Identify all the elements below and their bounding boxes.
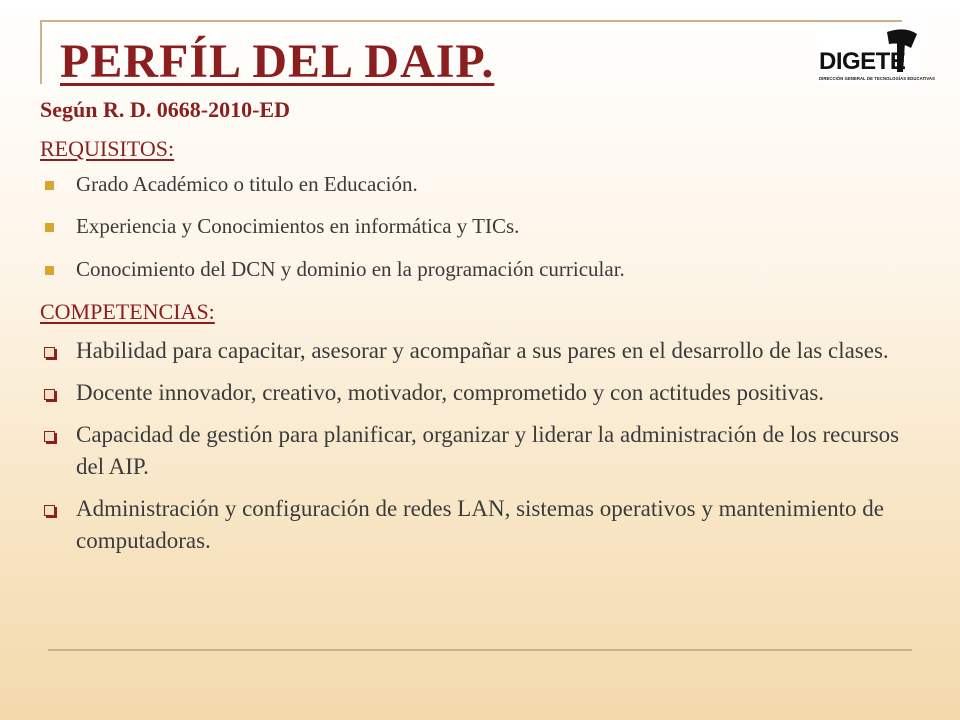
logo-wordmark: DIGETE <box>819 48 906 75</box>
requirements-heading: REQUISITOS: <box>40 135 175 161</box>
list-item-text: Capacidad de gestión para planificar, organizar y liderar la administración de los recursos del AIP. <box>76 421 900 479</box>
list-item-text: Habilidad para capacitar, asesorar y acompañar a sus pares en el desarrollo de las clases. <box>76 337 889 363</box>
list-item <box>40 171 930 198</box>
list-item-text: Conocimiento del DCN y dominio en la programación curricular. <box>76 256 625 281</box>
list-item-text: Grado Académico o titulo en Educación. <box>76 172 418 197</box>
list-item <box>40 256 930 283</box>
box-bullet-icon <box>44 389 55 400</box>
competencies-heading: COMPETENCIAS: <box>40 299 215 325</box>
list-item <box>40 493 930 557</box>
box-bullet-icon <box>44 431 55 442</box>
list-item-text: Experiencia y Conocimientos en informática y TICs. <box>76 214 520 239</box>
frame-left-line <box>40 20 42 84</box>
slide-content <box>40 96 930 567</box>
frame-top-line <box>40 20 902 22</box>
list-item <box>40 377 930 409</box>
resolution-reference: Según R. D. 0668-2010-ED <box>40 97 290 122</box>
list-item <box>40 419 930 483</box>
logo-subtitle: DIRECCIÓN GENERAL DE TECNOLOGÍAS EDUCATIVAS <box>819 76 935 81</box>
list-item-text: Docente innovador, creativo, motivador, comprometido y con actitudes positivas. <box>76 379 825 405</box>
requirements-list <box>40 171 930 283</box>
square-bullet-icon <box>45 181 54 190</box>
list-item-text: Administración y configuración de redes LAN, sistemas operativos y mantenimiento de computadoras. <box>76 495 884 553</box>
list-item <box>40 213 930 240</box>
digete-logo <box>817 28 935 84</box>
square-bullet-icon <box>45 223 54 232</box>
square-bullet-icon <box>45 266 54 275</box>
box-bullet-icon <box>44 505 55 516</box>
list-item <box>40 335 930 367</box>
frame-bottom-line <box>48 649 912 651</box>
box-bullet-icon <box>44 347 55 358</box>
competencies-list <box>40 335 930 557</box>
slide-title: PERFÍL DEL DAIP. <box>60 35 495 88</box>
